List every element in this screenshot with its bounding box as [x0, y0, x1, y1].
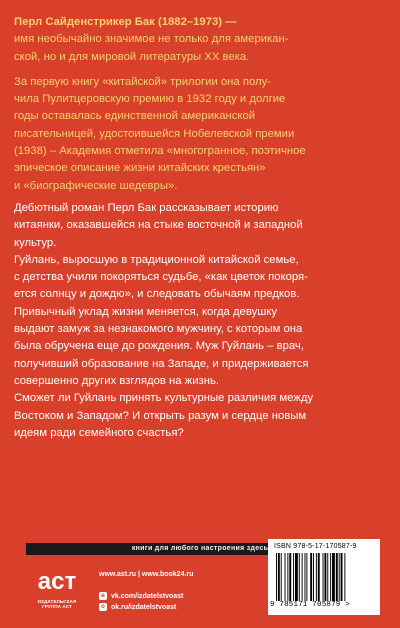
- barcode-bar: [313, 553, 314, 601]
- barcode-bar: [327, 553, 328, 601]
- description-line: культур.: [14, 236, 57, 249]
- barcode-bar: [332, 553, 335, 601]
- bio-line: чила Пулитцеровскую премию в 1932 году и долгие: [14, 93, 286, 106]
- ok-icon: о: [99, 603, 107, 611]
- bio-line: (1938) – Академия отметила «многогранное, поэтичное: [14, 145, 306, 158]
- barcode-bar: [306, 553, 307, 601]
- author-bio: [14, 14, 384, 195]
- bio-line: годы оставалась единственной американской: [14, 110, 256, 123]
- barcode-bar: [330, 553, 331, 601]
- barcode-icon: [276, 553, 376, 601]
- description-line: Гуйлань, выросшую в традиционной китайской семье,: [14, 253, 299, 266]
- author-bio-paragraph-2: [14, 74, 384, 195]
- barcode-bar: [278, 553, 280, 601]
- social-link-text: vk.com/izdatelstvoast: [111, 592, 184, 600]
- isbn-number: ISBN 978-5-17-170587-9: [274, 543, 357, 550]
- barcode-bar: [324, 553, 326, 601]
- description-line: выдают замуж за незнакомого мужчину, с которым она: [14, 323, 303, 336]
- barcode-bar: [344, 553, 345, 601]
- website-links[interactable]: www.ast.ru | www.book24.ru: [99, 571, 194, 578]
- publisher-links: [99, 571, 229, 611]
- tagline-banner: книги для любого настроения здесь: [26, 543, 374, 555]
- social-link-vk[interactable]: [99, 592, 229, 600]
- description-line: совершенно других взглядов на жизнь.: [14, 374, 219, 387]
- publisher-footer: [24, 543, 376, 613]
- social-link-ok[interactable]: [99, 603, 229, 611]
- description-line: Востоком и Западом? И открыть разум и сердце новым: [14, 409, 307, 422]
- bio-line: и «биографические шедевры».: [14, 179, 178, 192]
- isbn-barcode-block: [268, 539, 380, 615]
- description-line: Дебютный роман Перл Бак рассказывает историю: [14, 202, 279, 214]
- barcode-bar: [293, 553, 294, 601]
- description-line: идеям ради семейного счастья?: [14, 426, 184, 439]
- barcode-bar: [336, 553, 338, 601]
- bio-line: имя необычайно значимое не только для американ-: [14, 33, 289, 46]
- description-text: [14, 200, 386, 442]
- barcode-bar: [316, 553, 317, 601]
- bio-line: За первую книгу «китайской» трилогии она полу-: [14, 75, 271, 88]
- description-line: Привычный уклад жизни меняется, когда девушку: [14, 305, 278, 318]
- barcode-bar: [295, 553, 298, 601]
- author-bio-paragraph-1: [14, 14, 384, 66]
- barcode-bar: [285, 553, 286, 601]
- barcode-bar: [310, 553, 312, 601]
- barcode-bar: [323, 553, 324, 601]
- bio-line: писательницей, удостоившейся Нобелевской премии: [14, 127, 295, 140]
- description-line: получивший образование на Западе, и придерживается: [14, 357, 309, 370]
- barcode-bar: [289, 553, 291, 601]
- barcode-bar: [341, 553, 343, 601]
- description-line: китаянки, оказавшейся на стыке восточной и западной: [14, 219, 303, 232]
- author-name-line: Перл Сайденстрикер Бак (1882–1973) —: [14, 16, 237, 28]
- barcode-bar: [299, 553, 300, 601]
- bio-line: эпическое описание жизни китайских крестьян»: [14, 162, 266, 175]
- description-line: была обручена еще до рождения. Муж Гуйлань – врач,: [14, 340, 304, 353]
- barcode-bar: [305, 553, 306, 601]
- svg-text:аст: аст: [38, 568, 76, 595]
- barcode-bar: [276, 553, 277, 601]
- description-line: с детства учили покоряться судьбе, «как цветок покоря-: [14, 271, 308, 284]
- description-line: ется солнцу и дождю», и следовать обычаям предков.: [14, 288, 300, 301]
- publisher-logo: [28, 563, 86, 611]
- barcode-bar: [281, 553, 282, 601]
- barcode-bar: [287, 553, 288, 601]
- publisher-name: ИЗДАТЕЛЬСКАЯ ГРУППА АСТ: [37, 599, 77, 609]
- ast-logo-icon: [38, 565, 76, 595]
- social-link-text: ok.ru/izdatelstvoast: [111, 603, 177, 611]
- barcode-digits: 9 785171 705879 >: [270, 601, 350, 609]
- barcode-bar: [318, 553, 320, 601]
- vk-icon: в: [99, 592, 107, 600]
- bio-line: ской, но и для мировой литературы XX века.: [14, 50, 250, 63]
- book-description: [14, 200, 386, 442]
- barcode-bar: [339, 553, 340, 601]
- barcode-bar: [302, 553, 303, 601]
- description-line: Сможет ли Гуйлань принять культурные различия между: [14, 392, 314, 405]
